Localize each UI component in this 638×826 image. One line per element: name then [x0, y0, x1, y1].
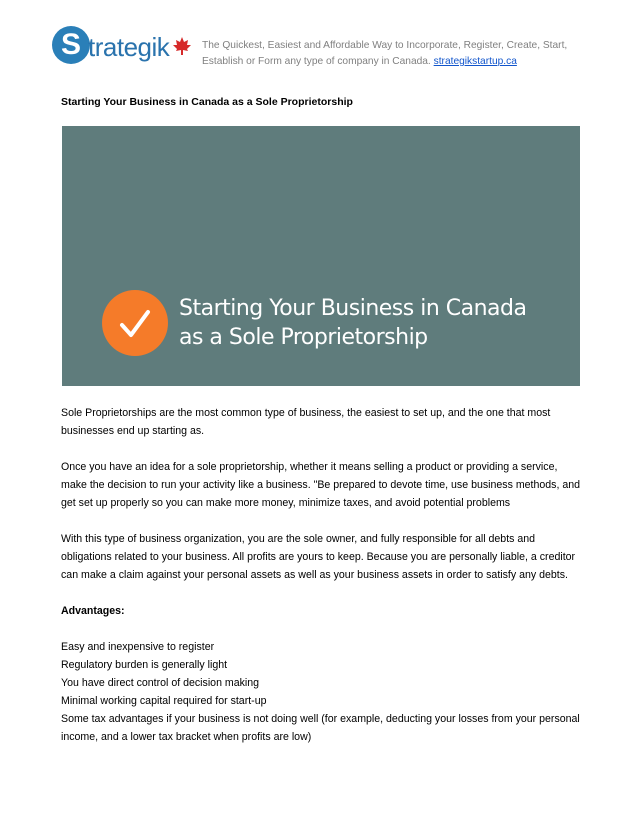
article-body: [61, 404, 581, 746]
banner-check-circle: [102, 290, 168, 356]
logo-s-circle: S: [52, 26, 90, 64]
advantage-item: Easy and inexpensive to register: [61, 641, 215, 653]
maple-leaf-icon: [172, 36, 192, 56]
paragraph-1: Sole Proprietorships are the most common type of business, the easiest to set up, and the one that most businesses end up starting as.: [61, 407, 551, 437]
strategik-logo: [52, 22, 192, 72]
advantage-item: You have direct control of decision making: [61, 677, 260, 689]
website-link[interactable]: strategikstartup.ca: [433, 56, 517, 67]
paragraph-2: Once you have an idea for a sole proprietorship, whether it means selling a product or providing a service, make the decision to run your activity like a business. "Be prepared to devote time, use business methods, and get set up properly so you can make more money, minimize taxes, and avoid potential problems: [61, 461, 581, 509]
article-title: Starting Your Business in Canada as a Sole Proprietorship: [61, 96, 353, 108]
checkmark-icon: [102, 290, 168, 356]
banner-line-1: Starting Your Business in Canada: [179, 296, 527, 321]
advantage-item: Some tax advantages if your business is not doing well (for example, deducting your losses from your personal income, and a lower tax bracket when profits are low): [61, 713, 580, 743]
page-header: [0, 0, 638, 80]
tagline-text: The Quickest, Easiest and Affordable Way to Incorporate, Register, Create, Start, Establish or Form any type of company in Canada.: [202, 40, 568, 67]
header-tagline: [202, 38, 582, 70]
advantages-list: [61, 638, 581, 746]
banner-headline: [179, 294, 526, 352]
advantages-heading: Advantages:: [61, 605, 125, 617]
paragraph-3: With this type of business organization, you are the sole owner, and fully responsible for all debts and obligations related to your business. All profits are yours to keep. Because you are personally liable, a creditor can make a claim against your personal assets as well as your business assets in order to satisfy any debts.: [61, 533, 576, 581]
article-title-wrap: [61, 95, 581, 109]
logo-wordmark: trategik: [88, 32, 170, 62]
banner-line-2: as a Sole Proprietorship: [179, 325, 428, 350]
article-banner-image: [62, 126, 580, 386]
advantage-item: Regulatory burden is generally light: [61, 659, 228, 671]
advantage-item: Minimal working capital required for start-up: [61, 695, 267, 707]
